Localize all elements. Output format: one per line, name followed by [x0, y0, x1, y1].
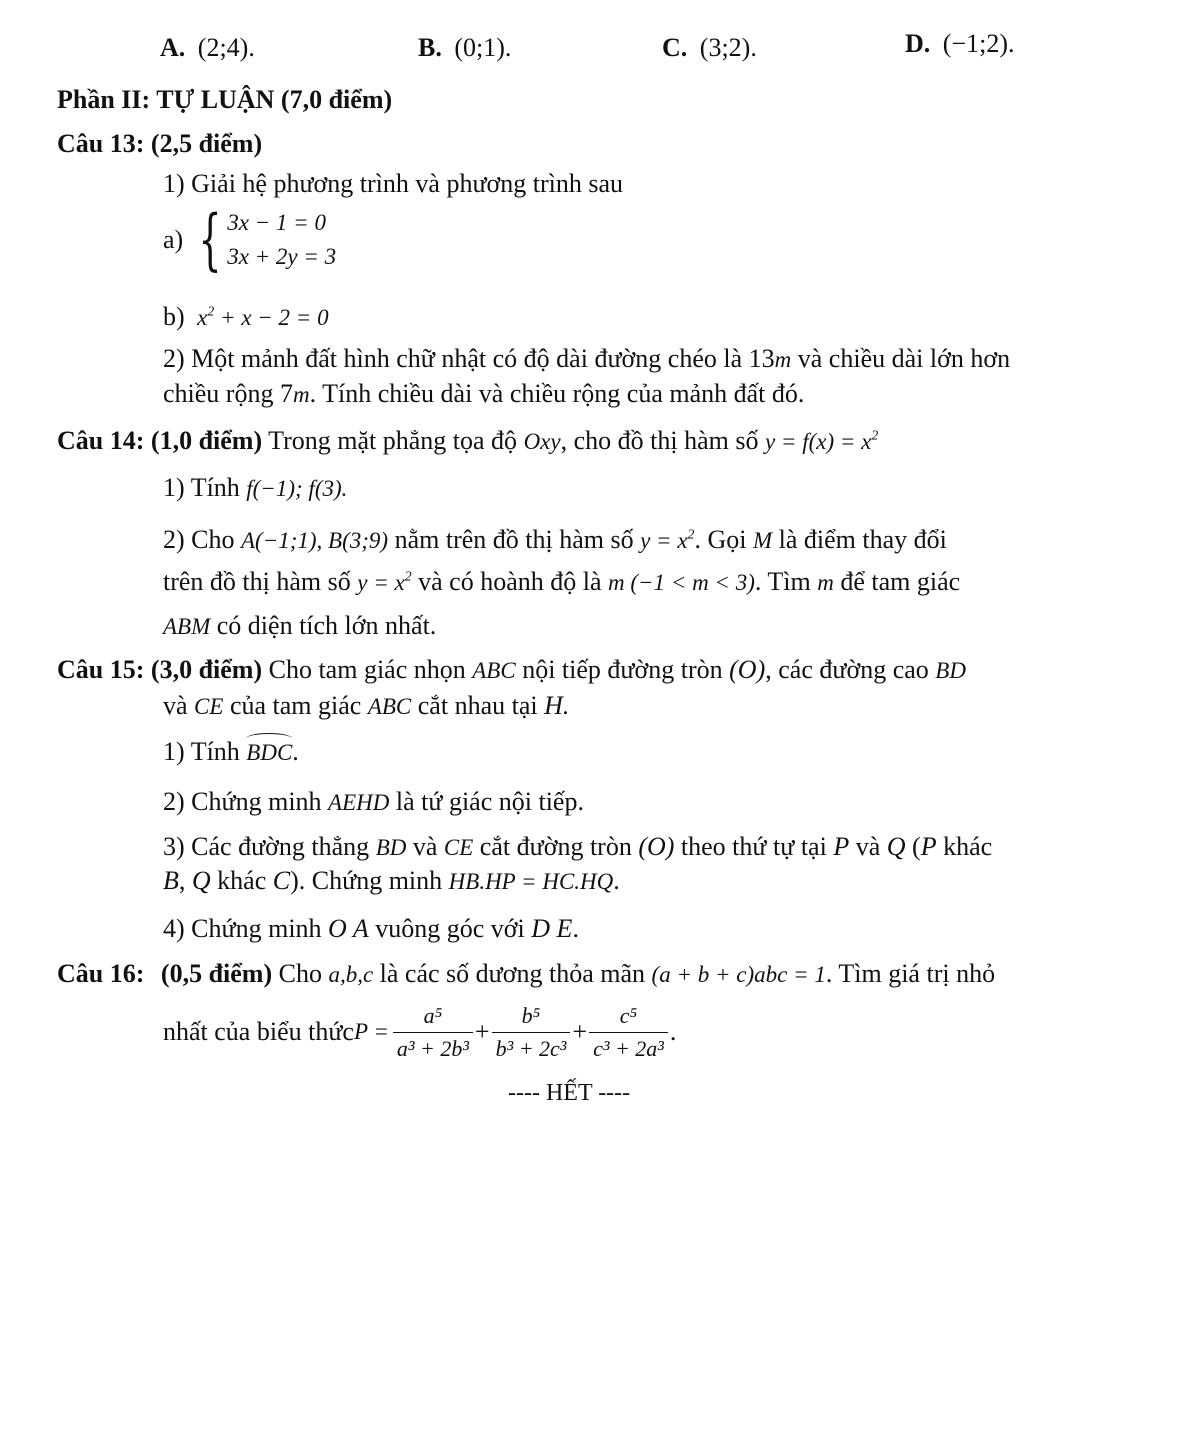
text: ). Chứng minh	[290, 866, 449, 895]
math: H.	[544, 691, 570, 720]
text: để tam giác	[833, 567, 961, 596]
q13-a-label: a)	[163, 224, 184, 254]
q13-label: Câu 13:	[57, 129, 145, 158]
math: m	[608, 570, 625, 595]
text: khác	[210, 866, 273, 895]
text: 2) Chứng minh	[163, 787, 329, 816]
plus-sign: +	[572, 1016, 588, 1046]
math: Q	[191, 866, 211, 895]
q13-part2-line1	[163, 343, 1010, 376]
text: nằm trên đồ thị hàm số	[388, 525, 641, 554]
eq-base: x	[197, 305, 208, 330]
q13-b-label: b)	[163, 302, 185, 331]
text: 1) Tính	[163, 473, 247, 502]
text: .	[572, 914, 579, 943]
text: 1) Tính	[163, 737, 247, 766]
math: P =	[353, 1018, 389, 1044]
q13-part1: 1) Giải hệ phương trình và phương trình sau	[163, 169, 624, 198]
math: O A	[328, 914, 369, 943]
math: y = x	[357, 570, 405, 595]
math: Q	[886, 832, 906, 861]
q13-part2-line2	[163, 378, 804, 411]
math: ABM	[163, 614, 211, 639]
math: (a + b + c)abc = 1	[651, 962, 826, 987]
math: HB.HP = HC.HQ	[448, 869, 614, 894]
q13-points: (2,5 điểm)	[150, 129, 263, 158]
math: CE	[443, 835, 474, 860]
math	[640, 528, 694, 553]
q14-part2-line1	[163, 524, 947, 557]
fraction-numerator: c⁵	[619, 1003, 638, 1028]
q14-heading	[57, 425, 878, 458]
fraction-numerator: a⁵	[423, 1003, 443, 1028]
q15-part2	[163, 786, 584, 819]
choice-value: (−1;2).	[942, 29, 1015, 58]
text: vuông góc với	[368, 914, 532, 943]
end-marker: ---- HẾT ----	[508, 1080, 631, 1106]
text: chiều rộng 7	[163, 379, 293, 408]
text: Trong mặt phẳng tọa độ	[262, 426, 524, 455]
math	[357, 570, 411, 595]
choice-a	[160, 32, 255, 65]
eq-exponent: 2	[871, 427, 879, 443]
text: .	[669, 1016, 677, 1046]
math: (O)	[638, 832, 675, 861]
math: ABC	[367, 694, 412, 719]
section-title: Phần II: TỰ LUẬN (7,0 điểm)	[57, 85, 393, 114]
choice-letter: A.	[160, 33, 186, 62]
eq-exponent: 2	[404, 568, 412, 584]
text: . Tìm giá trị nhỏ	[825, 959, 996, 988]
text: và có hoành độ là	[411, 567, 608, 596]
choice-value: (0;1).	[454, 33, 512, 62]
text: là điểm thay đổi	[772, 525, 947, 554]
text: , cho đồ thị hàm số	[560, 426, 765, 455]
q14-label: Câu 14:	[57, 426, 145, 455]
arc-notation: BDC	[246, 739, 292, 768]
q14-part2-line3	[163, 610, 436, 643]
text: nhất của biểu thức	[163, 1016, 354, 1046]
text: và	[406, 832, 444, 861]
unit: m	[774, 347, 792, 372]
choice-value: (2;4).	[197, 33, 255, 62]
function-expression	[765, 429, 878, 454]
choice-c	[662, 32, 757, 65]
text: (	[905, 832, 921, 861]
text: cắt đường tròn	[473, 832, 639, 861]
equation-line: 3x + 2y = 3	[227, 244, 337, 269]
math: ABC	[472, 658, 516, 683]
text: 3) Các đường thẳng	[163, 832, 376, 861]
math: y = f(x) = x	[764, 429, 872, 454]
equation-line: 3x − 1 = 0	[227, 210, 326, 235]
math: P	[833, 832, 850, 861]
q14-points: (1,0 điểm)	[150, 426, 263, 455]
q16-line2	[163, 1002, 676, 1062]
choice-letter: C.	[662, 33, 688, 62]
math: A(−1;1), B(3;9)	[241, 528, 389, 553]
text: , các đường cao	[765, 655, 936, 684]
math: BD	[935, 658, 966, 683]
text: 2) Một mảnh đất hình chữ nhật có độ dài đường chéo là 13	[163, 344, 775, 373]
unit: m	[292, 382, 310, 407]
text: . Tính chiều dài và chiều rộng của mảnh đất đó.	[309, 379, 805, 408]
q13-heading	[57, 128, 262, 161]
text: 2) Cho	[163, 525, 241, 554]
q15-part3-line1	[163, 831, 992, 864]
q14-part1	[163, 472, 347, 505]
choice-b	[418, 32, 511, 65]
fraction	[589, 1002, 668, 1062]
choice-letter: D.	[905, 29, 931, 58]
fraction-denominator: b³ + 2c³	[492, 1032, 571, 1063]
eq-exponent: 2	[207, 303, 215, 319]
q15-label: Câu 15:	[57, 655, 145, 684]
text: và	[849, 832, 887, 861]
choice-letter: B.	[418, 33, 442, 62]
text: trên đồ thị hàm số	[163, 567, 358, 596]
fraction	[393, 1002, 473, 1062]
fraction-denominator: c³ + 2a³	[589, 1032, 668, 1063]
q15-part4	[163, 913, 579, 946]
brace-icon: {	[198, 201, 222, 278]
fraction-numerator: b⁵	[521, 1003, 541, 1028]
eq-exponent: 2	[687, 526, 695, 542]
text: là các số dương thỏa mãn	[373, 959, 652, 988]
math: y = x	[640, 528, 688, 553]
q15-line2	[163, 690, 569, 723]
text: theo thứ tự tại	[674, 832, 834, 861]
choice-d	[905, 28, 1014, 61]
math: (−1 < m < 3)	[624, 570, 755, 595]
text: nội tiếp đường tròn	[515, 655, 730, 684]
q16-label: Câu 16:	[57, 959, 145, 988]
math: BD	[375, 835, 407, 860]
text: là tứ giác nội tiếp.	[389, 787, 584, 816]
text: có diện tích lớn nhất.	[210, 611, 437, 640]
q14-part2-line2	[163, 566, 960, 599]
text: và chiều dài lớn hơn	[791, 344, 1011, 373]
text: Cho	[272, 959, 329, 988]
math: C	[272, 866, 291, 895]
text: .	[292, 737, 299, 766]
text: ,	[178, 866, 192, 895]
q13-b	[163, 301, 329, 334]
q15-part3-line2	[163, 865, 620, 898]
q16-heading	[57, 958, 995, 991]
text: Cho tam giác nhọn	[262, 655, 473, 684]
text: và	[163, 691, 195, 720]
plus-sign: +	[474, 1016, 490, 1046]
text: . Gọi	[694, 525, 753, 554]
fraction-denominator: a³ + 2b³	[393, 1032, 473, 1063]
math: CE	[194, 694, 224, 719]
equation-system	[227, 206, 336, 274]
text: 4) Chứng minh	[163, 914, 329, 943]
math: D E	[531, 914, 573, 943]
q13-a-system	[163, 201, 337, 278]
q13-b-equation	[197, 305, 328, 330]
text: khác	[936, 832, 993, 861]
q15-heading	[57, 654, 966, 687]
q16-points: (0,5 điểm)	[160, 959, 273, 988]
q15-points: (3,0 điểm)	[150, 655, 263, 684]
eq-rest: + x − 2 = 0	[214, 305, 329, 330]
q13-a	[163, 201, 337, 278]
math: m	[817, 570, 834, 595]
text: cắt nhau tại	[411, 691, 545, 720]
math: a,b,c	[328, 962, 374, 987]
text: của tam giác	[223, 691, 368, 720]
choice-value: (3;2).	[699, 33, 757, 62]
math: f(−1); f(3).	[246, 476, 348, 501]
text: .	[613, 866, 620, 895]
text: . Tìm	[754, 567, 818, 596]
math: P	[920, 832, 937, 861]
math: AEHD	[328, 790, 390, 815]
math: (O)	[729, 655, 766, 684]
q15-part1	[163, 736, 299, 769]
math: Oxy	[523, 429, 561, 454]
math: M	[752, 528, 773, 553]
fraction	[492, 1002, 571, 1062]
math: B	[163, 866, 179, 895]
